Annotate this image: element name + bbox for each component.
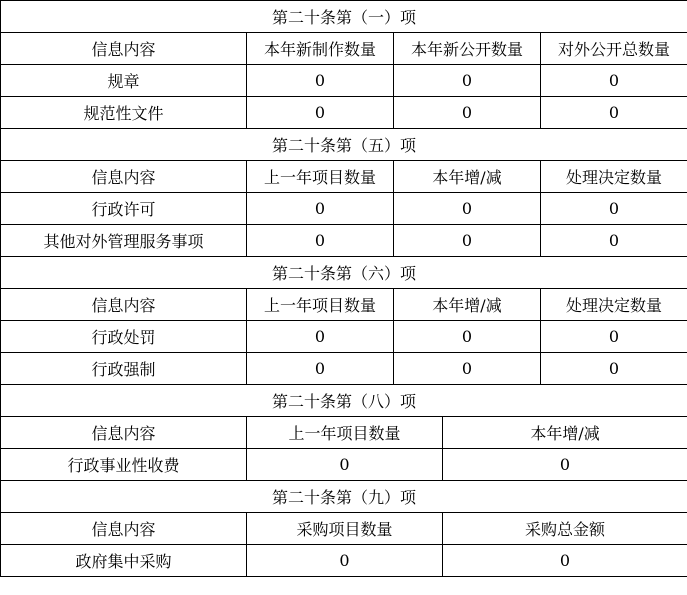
- column-header: 采购总金额: [443, 513, 687, 545]
- table-row: [1, 545, 687, 577]
- table-row: [1, 193, 687, 225]
- cell-value: 0: [247, 193, 394, 225]
- column-header: 对外公开总数量: [541, 33, 687, 65]
- section-title-row: [1, 129, 687, 161]
- cell-value: 0: [394, 225, 541, 257]
- table-row: [1, 449, 687, 481]
- section-title: 第二十条第（八）项: [1, 385, 687, 417]
- row-label: 行政处罚: [1, 321, 247, 353]
- section-title: 第二十条第（一）项: [1, 1, 687, 33]
- table-row: [1, 353, 687, 385]
- section-title-row: [1, 1, 687, 33]
- cell-value: 0: [541, 321, 687, 353]
- column-header: 上一年项目数量: [247, 289, 394, 321]
- cell-value: 0: [541, 353, 687, 385]
- cell-value: 0: [394, 353, 541, 385]
- table-row: [1, 65, 687, 97]
- row-label: 政府集中采购: [1, 545, 247, 577]
- cell-value: 0: [247, 449, 443, 481]
- cell-value: 0: [443, 449, 687, 481]
- table-row: [1, 225, 687, 257]
- cell-value: 0: [394, 65, 541, 97]
- column-header: 处理决定数量: [541, 161, 687, 193]
- table-row: [1, 97, 687, 129]
- header-row: [1, 513, 687, 545]
- row-label: 规章: [1, 65, 247, 97]
- section-title: 第二十条第（五）项: [1, 129, 687, 161]
- cell-value: 0: [394, 97, 541, 129]
- cell-value: 0: [247, 97, 394, 129]
- column-header: 本年新制作数量: [247, 33, 394, 65]
- column-header: 本年增/减: [394, 289, 541, 321]
- column-header: 信息内容: [1, 33, 247, 65]
- row-label: 规范性文件: [1, 97, 247, 129]
- column-header: 信息内容: [1, 289, 247, 321]
- disclosure-table-lower: [0, 384, 687, 577]
- header-row: [1, 161, 687, 193]
- cell-value: 0: [247, 225, 394, 257]
- section-title: 第二十条第（六）项: [1, 257, 687, 289]
- column-header: 处理决定数量: [541, 289, 687, 321]
- header-row: [1, 289, 687, 321]
- cell-value: 0: [541, 65, 687, 97]
- column-header: 本年增/减: [394, 161, 541, 193]
- header-row: [1, 417, 687, 449]
- header-row: [1, 33, 687, 65]
- column-header: 信息内容: [1, 513, 247, 545]
- column-header: 采购项目数量: [247, 513, 443, 545]
- cell-value: 0: [541, 97, 687, 129]
- cell-value: 0: [247, 321, 394, 353]
- row-label: 行政事业性收费: [1, 449, 247, 481]
- column-header: 本年新公开数量: [394, 33, 541, 65]
- cell-value: 0: [394, 193, 541, 225]
- cell-value: 0: [541, 193, 687, 225]
- cell-value: 0: [247, 353, 394, 385]
- cell-value: 0: [541, 225, 687, 257]
- section-title-row: [1, 385, 687, 417]
- column-header: 上一年项目数量: [247, 417, 443, 449]
- section-title-row: [1, 481, 687, 513]
- section-title-row: [1, 257, 687, 289]
- column-header: 信息内容: [1, 417, 247, 449]
- row-label: 其他对外管理服务事项: [1, 225, 247, 257]
- section-title: 第二十条第（九）项: [1, 481, 687, 513]
- cell-value: 0: [247, 545, 443, 577]
- table-row: [1, 321, 687, 353]
- column-header: 信息内容: [1, 161, 247, 193]
- column-header: 本年增/减: [443, 417, 687, 449]
- cell-value: 0: [247, 65, 394, 97]
- row-label: 行政强制: [1, 353, 247, 385]
- column-header: 上一年项目数量: [247, 161, 394, 193]
- cell-value: 0: [443, 545, 687, 577]
- row-label: 行政许可: [1, 193, 247, 225]
- cell-value: 0: [394, 321, 541, 353]
